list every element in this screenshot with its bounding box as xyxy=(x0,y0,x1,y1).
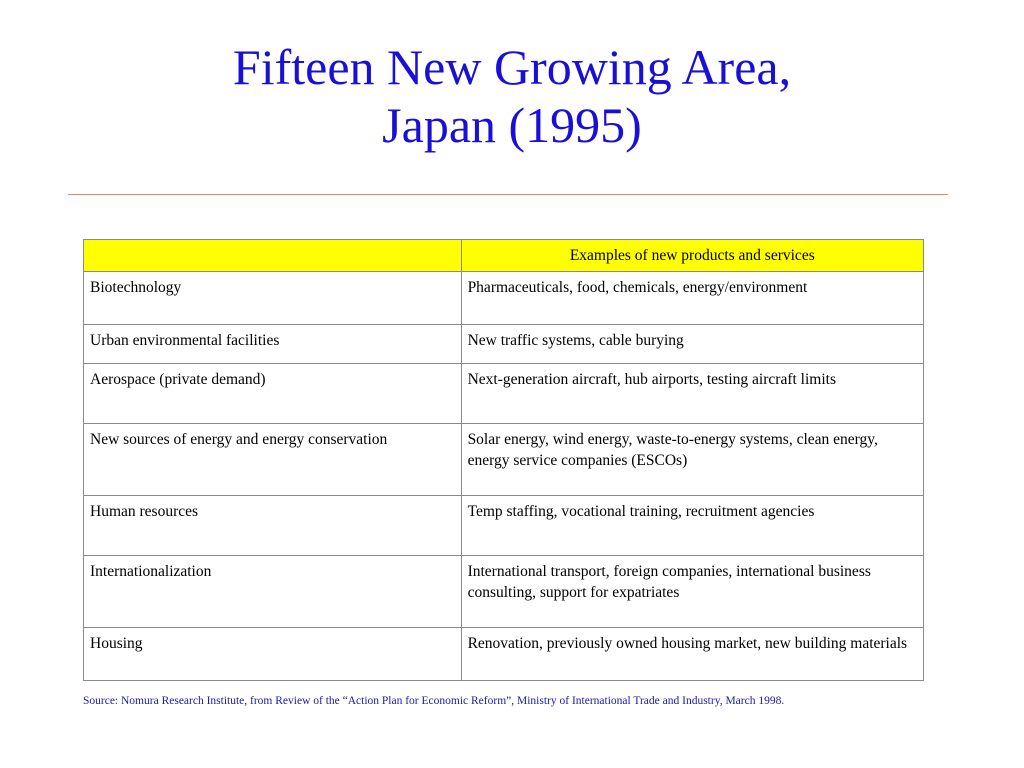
title-divider xyxy=(68,194,948,195)
table-row xyxy=(84,628,924,681)
area-cell: Internationalization xyxy=(84,556,462,628)
source-note: Source: Nomura Research Institute, from Review of the “Action Plan for Economic Reform”, Ministry of International Trade and Industry, March 1998. xyxy=(83,695,785,707)
area-cell: Aerospace (private demand) xyxy=(84,364,462,424)
examples-cell: International transport, foreign companies, international business consulting, support for expatriates xyxy=(461,556,923,628)
slide-title-line-1: Fifteen New Growing Area, xyxy=(232,39,792,95)
examples-cell: Renovation, previously owned housing market, new building materials xyxy=(461,628,923,681)
area-cell: Human resources xyxy=(84,496,462,556)
header-cell-area xyxy=(84,240,462,272)
examples-cell: Solar energy, wind energy, waste-to-energy systems, clean energy, energy service companies (ESCOs) xyxy=(461,424,923,496)
examples-cell: Pharmaceuticals, food, chemicals, energy/environment xyxy=(461,272,923,325)
area-cell: Housing xyxy=(84,628,462,681)
table-row xyxy=(84,364,924,424)
table-header-row xyxy=(84,240,924,272)
examples-cell: Next-generation aircraft, hub airports, testing aircraft limits xyxy=(461,364,923,424)
slide-title-line-2: Japan (1995) xyxy=(382,97,642,153)
area-cell: Urban environmental facilities xyxy=(84,325,462,364)
table-row xyxy=(84,556,924,628)
examples-cell: Temp staffing, vocational training, recruitment agencies xyxy=(461,496,923,556)
growing-areas-table xyxy=(83,239,924,681)
table-row xyxy=(84,496,924,556)
table-row xyxy=(84,272,924,325)
header-cell-examples: Examples of new products and services xyxy=(461,240,923,272)
examples-cell: New traffic systems, cable burying xyxy=(461,325,923,364)
area-cell: New sources of energy and energy conservation xyxy=(84,424,462,496)
table-row xyxy=(84,424,924,496)
table-row xyxy=(84,325,924,364)
slide-title xyxy=(0,38,1024,154)
area-cell: Biotechnology xyxy=(84,272,462,325)
